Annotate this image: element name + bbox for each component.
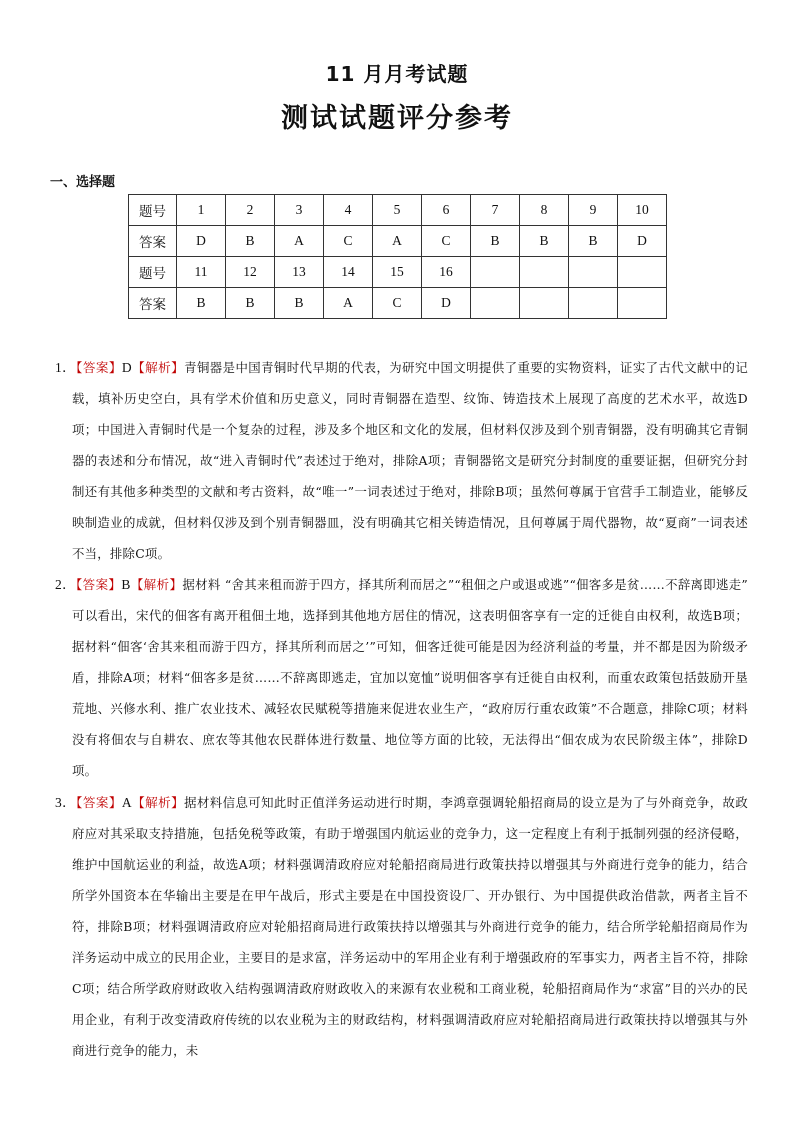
exam-title: 11 月月考试题 <box>325 62 469 86</box>
number-row <box>129 257 667 288</box>
table-cell <box>520 288 569 319</box>
analysis-text: 青铜器是中国青铜时代早期的代表，为研究中国文明提供了重要的实物资料，证实了古代文献中的记载，填补历史空白，具有学术价值和历史意义，同时青铜器在造型、纹饰、铸造技术上展现了高度的艺术水平，故选D项；中国进入青铜时代是一个复杂的过程，涉及多个地区和文化的发展，但材料仅涉及到个别青铜器，没有明确其它青铜器的表述和分布情况，故“进入青铜时代”表述过于绝对，排除A项；青铜器铭文是研究分封制度的重要证据，但研究分封制还有其他多种类型的文献和考古资料，故“唯一”一词表述过于绝对，排除B项；虽然何尊属于官营手工制造业，能够反映制造业的成就，但材料仅涉及到个别青铜器皿，没有明确其它相关铸造情况，且何尊属于周代器物，故“夏商”一词表述不当，排除C项。 <box>72 360 749 561</box>
table-cell: 16 <box>422 257 471 288</box>
table-cell: A <box>275 226 324 257</box>
answer-tag: 【答案】 <box>76 360 122 375</box>
number-row <box>129 195 667 226</box>
table-cell: B <box>569 226 618 257</box>
table-cell: 8 <box>520 195 569 226</box>
table-cell: 1 <box>177 195 226 226</box>
table-cell: A <box>324 288 373 319</box>
table-cell: 13 <box>275 257 324 288</box>
table-cell: D <box>618 226 667 257</box>
table-cell <box>569 257 618 288</box>
section-heading: 一、选择题 <box>50 175 116 190</box>
answer-letter: A <box>121 795 132 810</box>
answer-row <box>129 226 667 257</box>
table-cell: 5 <box>373 195 422 226</box>
answer-letter: D <box>121 360 132 375</box>
table-cell: C <box>422 226 471 257</box>
analysis-tag: 【解析】 <box>130 577 183 592</box>
table-cell: 15 <box>373 257 422 288</box>
question-3 <box>55 787 748 1066</box>
table-cell: 4 <box>324 195 373 226</box>
document-title: 测试试题评分参考 <box>281 103 513 134</box>
analysis-text: 据材料 “舍其来租而游于四方，择其所利而居之”“租佃之户或退或逃”“佃客多是贫……不辞离即逃走” 可以看出，宋代的佃客有离开租佃土地，选择到其他地方居住的情况，这表明佃客享有一定的迁徙自由权利，故选B项；据材料“佃客‘舍其来租而游于四方，择其所利而居之’”可知，佃客迁徙可能是因为经济利益的考量，并不都是因为阶级矛盾，排除A项；材料“佃客多是贫……不辞离即逃走，宜加以宽恤”说明佃客享有迁徙自由权利，而重农政策包括鼓励开垦荒地、兴修水利、推广农业技术、减轻农民赋税等措施来促进农业生产，“政府厉行重农政策”不合题意，排除C项；材料没有将佃农与自耕农、庶农等其他农民群体进行数量、地位等方面的比较，无法得出“佃农成为农民阶级主体”，排除D项。 <box>72 577 749 778</box>
analysis-tag: 【解析】 <box>131 795 185 810</box>
table-cell: 2 <box>226 195 275 226</box>
table-cell: B <box>471 226 520 257</box>
table-cell <box>520 257 569 288</box>
table-cell: 10 <box>618 195 667 226</box>
table-cell: C <box>324 226 373 257</box>
row-header: 答案 <box>129 226 177 257</box>
answer-table <box>128 194 667 319</box>
table-cell: D <box>422 288 471 319</box>
table-cell <box>471 257 520 288</box>
row-header: 答案 <box>129 288 177 319</box>
table-cell: 6 <box>422 195 471 226</box>
answer-tag: 【答案】 <box>76 795 122 810</box>
table-cell: 12 <box>226 257 275 288</box>
table-cell: D <box>177 226 226 257</box>
table-cell: A <box>373 226 422 257</box>
row-header: 题号 <box>129 257 177 288</box>
table-cell: B <box>226 226 275 257</box>
table-cell: 9 <box>569 195 618 226</box>
table-cell: C <box>373 288 422 319</box>
answer-tag: 【答案】 <box>75 577 122 592</box>
table-cell <box>569 288 618 319</box>
table-cell: B <box>275 288 324 319</box>
table-cell <box>618 288 667 319</box>
table-cell <box>618 257 667 288</box>
table-cell: 11 <box>177 257 226 288</box>
answer-letter: B <box>121 577 131 592</box>
table-cell: B <box>520 226 569 257</box>
row-header: 题号 <box>129 195 177 226</box>
table-cell: B <box>177 288 226 319</box>
table-cell: 7 <box>471 195 520 226</box>
question-2 <box>55 569 748 786</box>
question-number: 2． <box>55 577 76 592</box>
question-1 <box>55 352 748 569</box>
analysis-text: 据材料信息可知此时正值洋务运动进行时期，李鸿章强调轮船招商局的设立是为了与外商竞争，故政府应对其采取支持措施，包括免税等政策，有助于增强国内航运业的竞争力，这一定程度上有利于抵制列强的经济侵略，维护中国航运业的利益，故选A项；材料强调清政府应对轮船招商局进行政策扶持以增强其与外商进行竞争的能力，结合所学外国资本在华输出主要是在甲午战后，形式主要是在中国投资设厂、开办银行、为中国提供政治借款，两者主旨不符，排除B项；材料强调清政府应对轮船招商局进行政策扶持以增强其与外商进行竞争的能力，结合所学轮船招商局作为洋务运动中成立的民用企业，主要目的是求富，洋务运动中的军用企业有利于增强政府的军事实力，两者主旨不符，排除C项；结合所学政府财政收入结构强调清政府财政收入的来源有农业税和工商业税，轮船招商局作为“求富”目的兴办的民用企业，有利于改变清政府传统的以农业税为主的财政结构，材料强调清政府应对轮船招商局进行政策扶持以增强其与外商进行竞争的能力，未 <box>72 795 749 1058</box>
analysis-tag: 【解析】 <box>131 360 185 375</box>
table-cell: 14 <box>324 257 373 288</box>
table-cell <box>471 288 520 319</box>
table-cell: 3 <box>275 195 324 226</box>
question-number: 1． <box>55 360 77 375</box>
answer-row <box>129 288 667 319</box>
table-cell: B <box>226 288 275 319</box>
question-number: 3． <box>55 795 77 810</box>
